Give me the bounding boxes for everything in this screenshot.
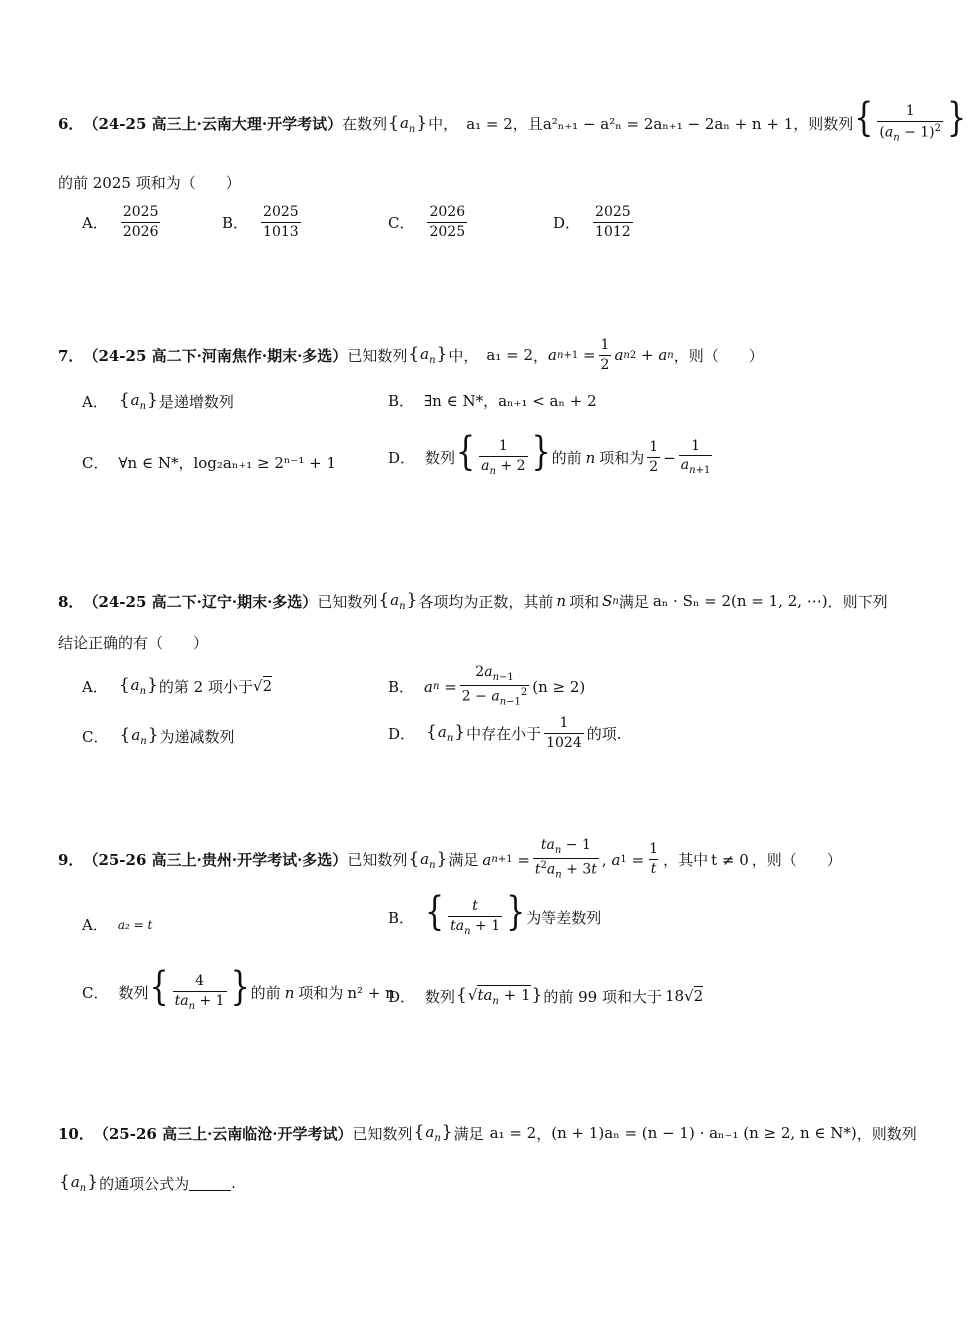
q8-text: 各项均为正数，其前 <box>418 592 554 611</box>
q8-text: 已知数列 <box>317 592 378 611</box>
seq-an: $\{a_n\}$ <box>426 722 466 745</box>
q6-option-c[interactable] <box>388 205 470 239</box>
option-text: 的前 99 项和大于 <box>543 987 662 1006</box>
seq-an: $\{a_n\}$ <box>118 390 158 412</box>
q10-line2-text: 的通项公式为 <box>99 1174 190 1193</box>
seq-an: $\{a_n\}$ <box>408 848 448 871</box>
q9-option-a[interactable] <box>82 914 152 935</box>
option-fraction: $\frac{2025}{1013}$ <box>263 204 299 240</box>
q6-seq-expr: { $\frac{1}{(a_n - 1)^2}$ } <box>854 95 967 144</box>
q9-b-seq: { $\frac{t}{ta_n + 1}$ } <box>425 889 526 937</box>
q10-end: . <box>231 1174 236 1192</box>
q6-text: 中， <box>428 115 459 134</box>
q9-number: 9． <box>58 851 84 870</box>
q8-source: （24-25 高二下·辽宁·期末·多选） <box>83 592 318 611</box>
q6-number: 6． <box>58 115 84 134</box>
q6-text: ，则数列 <box>793 115 854 134</box>
seq-an: $\{a_n\}$ <box>413 1122 453 1144</box>
q9-d-seq: $\{√ta_n + 1\}$ <box>456 985 543 1007</box>
q10-source: （25-26 高三上·云南临沧·开学考试） <box>93 1124 353 1143</box>
q8-option-d[interactable]: D． $\{a_n\}$ 中存在小于 $\frac{1}{1024}$ 的项. <box>388 715 622 751</box>
q6-line2-text: 的前 2025 项和为（ ） <box>58 174 241 192</box>
option-text: 的前 <box>250 984 281 1002</box>
q8-text: ．则下列 <box>827 592 888 611</box>
q9-cond: t ≠ 0 <box>711 850 749 869</box>
q9-line1 <box>58 838 842 881</box>
q7-option-b[interactable] <box>388 390 597 411</box>
q6-option-b[interactable] <box>222 205 304 239</box>
option-text: 的前 <box>551 449 582 467</box>
q10-text: ，则数列 <box>856 1124 917 1143</box>
q10-text: 满足 <box>453 1124 484 1143</box>
q6-text: ，且 <box>512 115 543 134</box>
q7-number: 7． <box>58 346 84 365</box>
q6-option-a[interactable] <box>82 205 163 239</box>
q9-text: ，则（ ） <box>751 851 842 870</box>
eighteen-sqrt-2: 18√2 <box>664 987 704 1005</box>
option-text: 数列 <box>118 984 149 1002</box>
q10-text: 已知数列 <box>352 1124 413 1143</box>
seq-an: $\{a_n\}$ <box>388 112 428 135</box>
option-label: C． <box>82 984 109 1002</box>
q7-recurrence: a n+1 = $\frac{1}{2}$ a n 2 + a n <box>548 337 674 373</box>
q8-line2 <box>58 632 208 653</box>
option-text: 是递增数列 <box>158 392 234 411</box>
q10-text: ， <box>536 1124 552 1143</box>
option-label: A． <box>82 916 108 934</box>
q10-cond1: a₁ = 2 <box>489 1124 537 1142</box>
q9-text: 已知数列 <box>347 851 408 870</box>
q10-cond2: (n + 1)aₙ = (n − 1) · aₙ₋₁ (n ≥ 2, n ∈ N*) <box>551 1124 857 1142</box>
q6-cond2: a²ₙ₊₁ − a²ₙ = 2aₙ₊₁ − 2aₙ + n + 1 <box>542 114 794 133</box>
q7-option-c[interactable] <box>82 452 336 473</box>
q9-recurrence: a n+1 = $\frac{ta_n - 1}{t^2a_n + 3t}$ , a 1 = $\frac{1}{t}$ <box>482 837 659 881</box>
option-label: B． <box>388 392 415 410</box>
q8-text: 满足 <box>618 592 649 611</box>
option-label: A． <box>82 213 108 232</box>
option-label: C． <box>82 454 109 472</box>
option-text: 数列 <box>425 449 456 467</box>
q8-cond: aₙ · Sₙ = 2(n = 1, 2, ⋯) <box>652 592 828 610</box>
option-fraction: $\frac{2025}{2026}$ <box>122 204 159 240</box>
option-text: 为递减数列 <box>159 727 235 746</box>
option-text: ∀n ∈ N*，log₂aₙ₊₁ ≥ 2ⁿ⁻¹ + 1 <box>118 454 336 472</box>
option-label: B． <box>388 678 415 697</box>
q7-option-a[interactable] <box>82 390 234 412</box>
option-text: 的项. <box>586 724 622 743</box>
q9-text: 满足 <box>448 851 479 870</box>
option-expr: n² + n <box>347 983 395 1002</box>
option-text: 的第 2 项小于 <box>158 677 253 696</box>
q6-source: （24-25 高三上·云南大理·开学考试） <box>83 115 343 134</box>
q8-text: 项和 <box>569 592 600 611</box>
option-label: D． <box>388 724 416 743</box>
option-text: 项和为 <box>599 449 645 467</box>
q8-line1: 8． （24-25 高二下·辽宁·期末·多选） 已知数列 $\{a_n\}$ 各项均为正数，其前 n 项和 S n 满足 aₙ · Sₙ = 2(n = 1, 2, ⋯) ．则下列 <box>58 590 888 612</box>
answer-blank[interactable] <box>189 1176 231 1191</box>
q8-option-a[interactable] <box>82 675 272 697</box>
option-text: 中存在小于 <box>466 724 542 743</box>
q7-source: （24-25 高二下·河南焦作·期末·多选） <box>83 346 348 365</box>
q6-line1 <box>58 95 967 144</box>
q6-text: 在数列 <box>342 115 388 134</box>
q9-c-seq: { $\frac{4}{ta_n + 1}$ } <box>149 964 250 1012</box>
q6-option-d[interactable] <box>553 205 636 239</box>
seq-an: $\{a_n\}$ <box>408 344 448 367</box>
q7-text: 中， <box>448 346 479 365</box>
q10-number: 10． <box>58 1124 94 1143</box>
q6-line2 <box>58 172 241 193</box>
q9-option-d[interactable] <box>388 985 703 1007</box>
option-label: B． <box>222 213 249 232</box>
option-text: 项和为 <box>298 984 344 1002</box>
q6-cond1: a₁ = 2 <box>466 114 513 133</box>
option-text: (n ≥ 2) <box>532 677 586 696</box>
option-label: A． <box>82 392 108 411</box>
q9-option-c[interactable]: C． 数列 { $\frac{4}{ta_n + 1}$ } 的前 n 项和为 n² + n <box>82 964 395 1012</box>
option-label: C． <box>388 213 415 232</box>
q8-line2-text: 结论正确的有（ ） <box>58 634 209 652</box>
q10-line2 <box>58 1172 236 1194</box>
seq-an: $\{a_n\}$ <box>59 1172 99 1194</box>
q7-text: ， <box>533 346 549 365</box>
option-label: D． <box>388 449 416 467</box>
option-text: ∃n ∈ N*，aₙ₊₁ < aₙ + 2 <box>424 392 597 410</box>
q9-option-b[interactable] <box>388 889 602 937</box>
option-label: A． <box>82 677 108 696</box>
q7-option-d[interactable]: D． 数列 { $\frac{1}{a_n + 2}$ } 的前 n 项和为 $\frac{1}{2}$ − $\frac{1}{a_{n+1}}$ <box>388 429 711 477</box>
option-fraction: $\frac{2026}{2025}$ <box>429 204 466 240</box>
seq-an: $\{a_n\}$ <box>118 675 158 697</box>
seq-an: $\{a_n\}$ <box>119 725 159 747</box>
q10-line1 <box>58 1122 917 1144</box>
sqrt-2: √2 <box>253 677 273 695</box>
option-label: D． <box>553 213 581 232</box>
q7-cond1: a₁ = 2 <box>486 346 534 365</box>
q8-number: 8． <box>58 592 84 611</box>
q8-option-b[interactable]: B． a n = $\frac{2a_{n-1}}{2 - a_{n-1}^2}$ (n ≥ 2) <box>388 664 586 708</box>
q9-text: ，其中 <box>663 851 709 870</box>
option-label: B． <box>388 909 415 927</box>
option-fraction: $\frac{2025}{1012}$ <box>595 204 631 240</box>
q7-line1 <box>58 338 764 372</box>
q9-source: （25-26 高三上·贵州·开学考试·多选） <box>83 851 348 870</box>
q7-text: ，则（ ） <box>673 346 764 365</box>
option-label: D． <box>388 987 416 1006</box>
seq-an: $\{a_n\}$ <box>378 590 418 612</box>
q7-d-seq: { $\frac{1}{a_n + 2}$ } <box>456 429 551 477</box>
option-text: a₂ = t <box>117 917 153 932</box>
option-text: 数列 <box>425 987 456 1006</box>
option-label: C． <box>82 727 109 746</box>
option-text: 为等差数列 <box>526 909 602 927</box>
q8-option-c[interactable] <box>82 725 235 747</box>
q7-text: 已知数列 <box>347 346 408 365</box>
